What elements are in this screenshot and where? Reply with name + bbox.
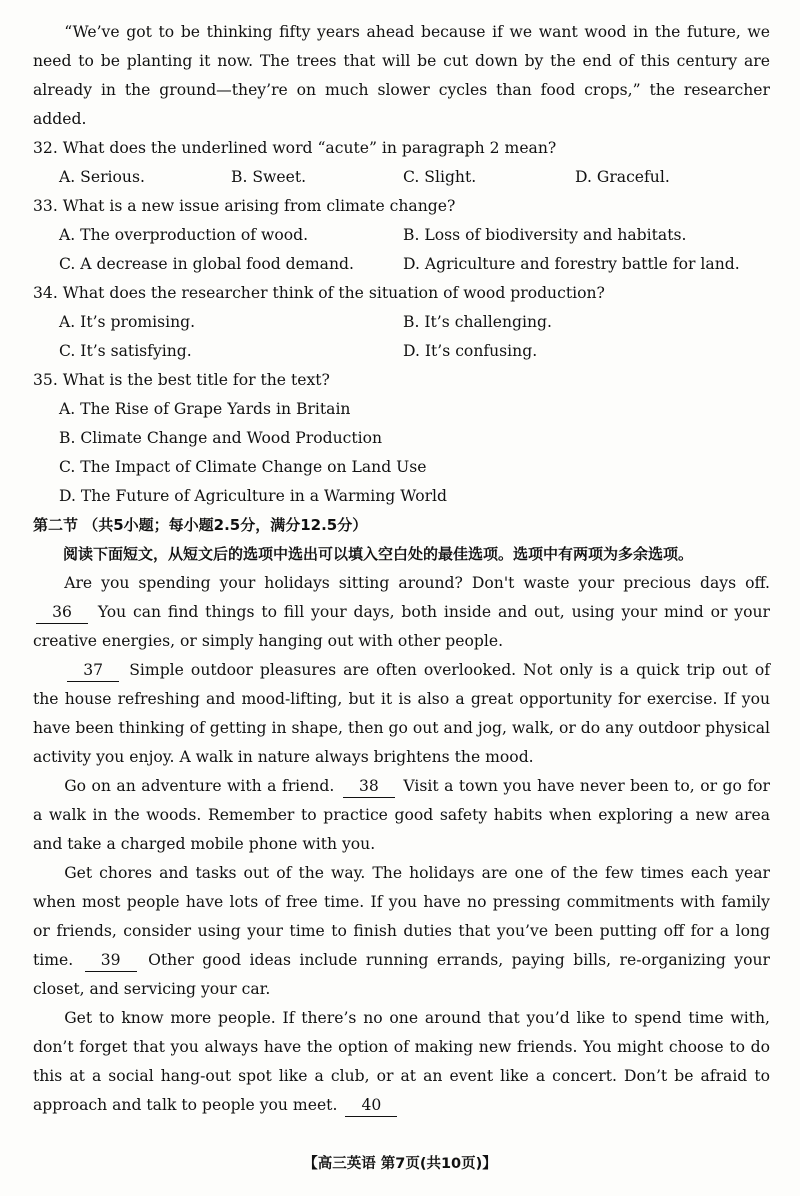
option-d: D. The Future of Agriculture in a Warming World xyxy=(59,487,448,505)
paragraph-text: Get to know more people. If there’s no one around that you’d like to spend time with, don’t forget that you always have the option of making new friends. You might choose to do this at a social hang-out spot like a club, or at an event like a concert. Don’t be afraid to approach and talk to people you meet. xyxy=(33,1009,770,1114)
paragraph-text: Other good ideas include running errands, paying bills, re-organizing your closet, and servicing your car. xyxy=(33,951,770,998)
question-stem: 35. What is the best title for the text? xyxy=(33,371,330,389)
passage-closing-paragraph: “We’ve got to be thinking fifty years ahead because if we want wood in the future, we need to be planting it now. The trees that will be cut down by the end of this century are already in the ground—they’re on much slower cycles than food crops,” the researcher added. xyxy=(33,23,770,128)
option-b: B. It’s challenging. xyxy=(403,313,552,331)
cloze-paragraph-2 xyxy=(33,656,770,772)
blank-37: 37 xyxy=(67,659,119,682)
option-b: B. Sweet. xyxy=(231,168,307,186)
option-c: C. A decrease in global food demand. xyxy=(59,255,354,273)
question-33 xyxy=(33,192,770,279)
option-a: A. The overproduction of wood. xyxy=(59,226,309,244)
option-d: D. Agriculture and forestry battle for land. xyxy=(403,255,740,273)
option-list xyxy=(33,395,770,511)
question-32 xyxy=(33,134,770,192)
blank-38: 38 xyxy=(343,775,395,798)
section-instructions: 阅读下面短文，从短文后的选项中选出可以填入空白处的最佳选项。选项中有两项为多余选项。 xyxy=(63,545,694,563)
paragraph-text: Get chores and tasks out of the way. The holidays are one of the few times each year when most people have lots of free time. If you have no pressing commitments with family or friends, consider using your time to finish duties that you’ve been putting off for a long time. xyxy=(33,864,770,969)
paragraph-text: Simple outdoor pleasures are often overlooked. Not only is a quick trip out of the house refreshing and mood-lifting, but it is also a great opportunity for exercise. If you have been thinking of getting in shape, then go out and jog, walk, or do any outdoor physical activity you enjoy. A walk in nature always brightens the mood. xyxy=(33,661,770,766)
cloze-paragraph-1 xyxy=(33,569,770,656)
cloze-paragraph-5 xyxy=(33,1004,770,1120)
option-a: A. It’s promising. xyxy=(59,313,196,331)
section-title: 第二节 （共5小题；每小题2.5分，满分12.5分） xyxy=(33,516,368,534)
question-34 xyxy=(33,279,770,366)
option-row xyxy=(33,221,770,250)
paragraph-text: Go on an adventure with a friend. xyxy=(64,777,335,795)
option-row xyxy=(33,250,770,279)
option-row xyxy=(33,337,770,366)
paragraph-text: Are you spending your holidays sitting around? Don't waste your precious days off. xyxy=(64,574,770,592)
option-row xyxy=(33,163,770,192)
option-c: C. It’s satisfying. xyxy=(59,342,192,360)
blank-39: 39 xyxy=(85,949,137,972)
blank-36: 36 xyxy=(36,601,88,624)
cloze-paragraph-4 xyxy=(33,859,770,1004)
option-a: A. Serious. xyxy=(59,168,145,186)
question-stem: 32. What does the underlined word “acute” in paragraph 2 mean? xyxy=(33,139,557,157)
option-c: C. Slight. xyxy=(403,168,477,186)
option-d: D. Graceful. xyxy=(575,168,670,186)
blank-40: 40 xyxy=(345,1094,397,1117)
option-a: A. The Rise of Grape Yards in Britain xyxy=(59,400,351,418)
option-row xyxy=(33,308,770,337)
option-d: D. It’s confusing. xyxy=(403,342,538,360)
paragraph-text: You can find things to fill your days, both inside and out, using your mind or your creative energies, or simply hanging out with other people. xyxy=(33,603,770,650)
question-stem: 34. What does the researcher think of the situation of wood production? xyxy=(33,284,605,302)
question-stem: 33. What is a new issue arising from climate change? xyxy=(33,197,456,215)
paragraph-text: Visit a town you have never been to, or go for a walk in the woods. Remember to practice good safety habits when exploring a new area and take a charged mobile phone with you. xyxy=(33,777,770,853)
option-b: B. Climate Change and Wood Production xyxy=(59,429,383,447)
cloze-paragraph-3 xyxy=(33,772,770,859)
page-footer: 【高三英语 第7页(共10页)】 xyxy=(303,1156,497,1172)
option-b: B. Loss of biodiversity and habitats. xyxy=(403,226,687,244)
option-c: C. The Impact of Climate Change on Land Use xyxy=(59,458,427,476)
question-35 xyxy=(33,366,770,511)
